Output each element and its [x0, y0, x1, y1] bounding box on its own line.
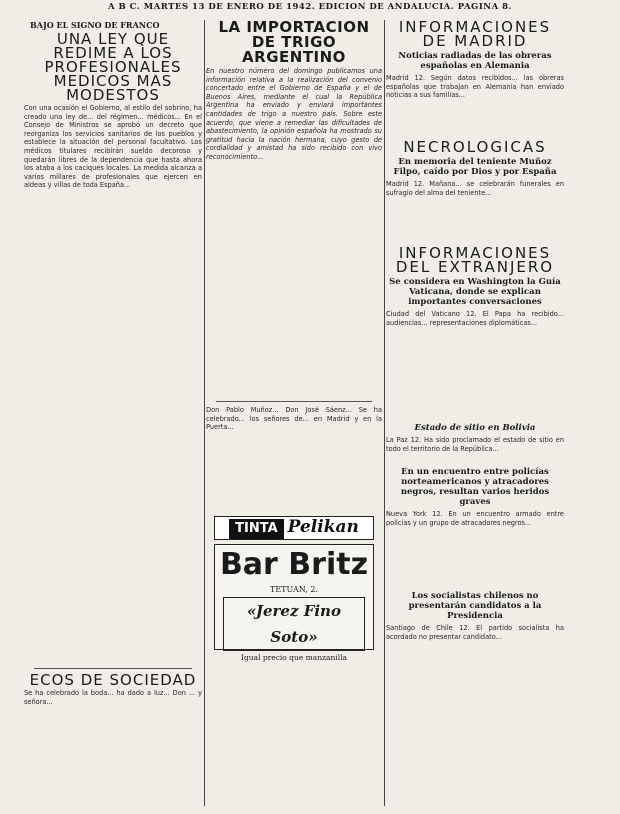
headline: ECOS DE SOCIEDAD: [29, 671, 197, 689]
ad-ink-word: TINTA: [229, 519, 284, 539]
bar-advertisement: [214, 544, 374, 662]
headline: UNA LEY QUE REDIME A LOS PROFESIONALES MEDICOS MAS MODESTOS: [44, 30, 182, 104]
article-body: Nueva York 12. En un encuentro armado entre policías y un grupo de atracadores negros...: [386, 510, 564, 527]
page-header: A B C. MARTES 13 DE ENERO DE 1942. EDICION DE ANDALUCIA. PAGINA 8.: [107, 2, 512, 12]
article-body: En nuestro número del domingo publicamos una información relativa a la realización del convenio concertado entre el Gobierno de España y el de Buenos Aires, mediante el cual la República Argentina ha enviado y enviará importantes cantidades de trigo a nuestro país. Sobre este acuerdo, que viene a remediar las dificultades de abastecimiento, la opinión española ha mostrado su gratitud hacia la nación hermana, cuyo gesto de cordialidad y amistad ha sido recibido con vivo reconocimiento...: [206, 67, 382, 161]
subheadline: Noticias radiadas de las obreras españolas en Alemania: [398, 51, 552, 71]
ad-footnote: Igual precio que manzanilla: [241, 653, 347, 662]
article-body: Madrid 12. Según datos recibidos... las obreras españolas que trabajan en Alemania han enviado noticias a sus familias...: [386, 74, 564, 100]
ad-title: Bar Britz: [219, 547, 369, 582]
headline: NECROLOGICAS: [403, 138, 547, 156]
headline: INFORMACIONES DEL EXTRANJERO: [395, 244, 555, 276]
column-rule: [204, 20, 205, 806]
article-body: Con una ocasión el Gobierno, al estilo del sobrino, ha creado una ley de... del régimen... médicos... En el Consejo de Ministros se aprobó un decreto que reorganiza los servicios sanitarios de los pueblos y establece la situación del personal facultativo. Los médicos titulares recibirán sueldo decoroso y quedarán libres de la dependencia que hasta ahora los ataba a los caciques locales. La medida alcanza a varios millares de profesionales que ejercen en aldeas y villas de toda España...: [24, 104, 202, 190]
subheadline: En memoria del teniente Muñoz Filpo, caído por Dios y por España: [393, 157, 557, 177]
article-body: Madrid 12. Mañana... se celebrarán funerales en sufragio del alma del teniente...: [386, 180, 564, 197]
ink-advertisement: [214, 516, 374, 540]
ad-address: TETUAN, 2.: [270, 585, 318, 594]
headline: INFORMACIONES DE MADRID: [398, 18, 552, 50]
headline: LA IMPORTACION DE TRIGO ARGENTINO: [218, 18, 370, 66]
column-rule: [384, 20, 385, 806]
article-body: Ciudad del Vaticano 12. El Papa ha recibido... audiencias... representaciones diplomáticas...: [386, 310, 564, 327]
article-body: Se ha celebrado la boda... ha dado a luz... Don ... y señora...: [24, 689, 202, 706]
subheadline: En un encuentro entre policías norteamericanos y atracadores negros, resultan varios heridos graves: [400, 467, 550, 507]
subheadline: Los socialistas chilenos no presentarán candidatos a la Presidencia: [408, 591, 542, 621]
subheadline: Estado de sitio en Bolivia: [414, 423, 536, 433]
column-3: [386, 18, 564, 808]
subheadline: Se considera en Washington la Guía Vaticana, donde se explican importantes conversaciones: [389, 277, 561, 307]
notes-body: Don Pablo Muñoz... Don José Sáenz... Se ha celebrado... los señores de... en Madrid y en la Puerta...: [206, 406, 382, 432]
column-2: [206, 18, 382, 808]
separator: [216, 401, 372, 402]
article-body: Santiago de Chile 12. El partido socialista ha acordado no presentar candidato...: [386, 624, 564, 641]
column-1: [24, 18, 202, 808]
ad-sherry: «Jerez Fino Soto»: [223, 597, 365, 651]
article-body: La Paz 12. Ha sido proclamado el estado de sitio en todo el territorio de la República...: [386, 436, 564, 453]
separator: [34, 668, 192, 669]
kicker: BAJO EL SIGNO DE FRANCO: [30, 20, 160, 30]
ad-brand: Pelikan: [287, 517, 359, 537]
